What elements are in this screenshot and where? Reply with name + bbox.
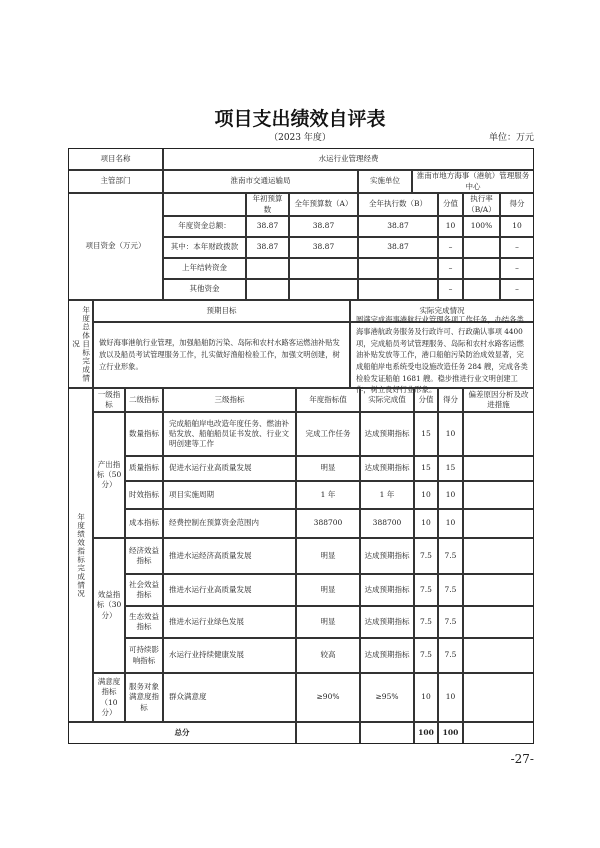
indicator-level3: 完成船舶岸电改造年度任务、燃油补贴发放、船舶船员证书发放、行业文明创建等工作 <box>163 412 296 456</box>
goals-side-label: 年度总体目标完成情况 <box>68 300 93 388</box>
funds-header-score-value: 分值 <box>438 193 463 216</box>
header-level2: 二级指标 <box>125 388 163 412</box>
indicator-level2: 社会效益指标 <box>125 574 163 606</box>
funds-cell-initial <box>246 258 289 279</box>
indicator-score-value: 7.5 <box>414 606 438 638</box>
level1-indicator: 产出指标（50分） <box>93 412 125 538</box>
expected-goal-text: 做好海事港航行业管理，加强船舶防污染、岛际和农村水路客运燃油补贴发放以及船员考试管理服务工作，扎实做好渔船检验工作，加强文明创建，树立行业形象。 <box>93 322 350 388</box>
indicator-level3: 促进水运行业高质量发展 <box>163 456 296 481</box>
indicator-score: 15 <box>438 456 463 481</box>
funds-cell-rate <box>463 279 500 300</box>
funds-label: 项目资金（万元） <box>68 193 163 300</box>
funds-header-annual: 全年预算数（A） <box>289 193 358 216</box>
indicator-level3: 推进水运行业高质量发展 <box>163 574 296 606</box>
total-target-blank <box>296 722 360 744</box>
indicator-score: 7.5 <box>438 606 463 638</box>
funds-cell-score: – <box>500 279 534 300</box>
header-score-value: 分值 <box>414 388 438 412</box>
funds-cell-name: 其中：本年财政拨款 <box>163 237 246 258</box>
year-subtitle: （2023 年度） <box>269 133 331 143</box>
indicator-note <box>463 509 534 538</box>
indicator-target: 明显 <box>296 456 360 481</box>
indicator-actual: 388700 <box>360 509 414 538</box>
indicator-level2: 生态效益指标 <box>125 606 163 638</box>
funds-cell-annual <box>289 279 358 300</box>
indicator-actual: 达成预期指标 <box>360 538 414 574</box>
indicator-level3: 推进水运经济高质量发展 <box>163 538 296 574</box>
indicator-actual: 达成预期指标 <box>360 456 414 481</box>
indicator-level3: 群众满意度 <box>163 673 296 722</box>
total-actual-blank <box>360 722 414 744</box>
total-score: 100 <box>438 722 463 744</box>
indicator-target: 明显 <box>296 606 360 638</box>
funds-cell-score-value: – <box>438 279 463 300</box>
indicator-score: 7.5 <box>438 538 463 574</box>
header-level1: 一级指标 <box>93 388 125 412</box>
indicator-score-value: 7.5 <box>414 638 438 673</box>
actual-goal-header: 实际完成情况 <box>350 300 534 322</box>
indicator-actual: ≥95% <box>360 673 414 722</box>
funds-cell-executed <box>358 279 438 300</box>
indicator-target: 完成工作任务 <box>296 412 360 456</box>
total-label: 总分 <box>68 722 296 744</box>
indicator-score-value: 10 <box>414 509 438 538</box>
project-name-value: 水运行业管理经费 <box>163 148 534 170</box>
total-score-value: 100 <box>414 722 438 744</box>
indicator-score-value: 15 <box>414 412 438 456</box>
unit-label: 单位：万元 <box>488 133 534 143</box>
indicator-note <box>463 456 534 481</box>
funds-cell-score: – <box>500 258 534 279</box>
funds-cell-annual <box>289 258 358 279</box>
header-target: 年度指标值 <box>296 388 360 412</box>
indicator-level2: 数量指标 <box>125 412 163 456</box>
indicator-score: 10 <box>438 412 463 456</box>
indicator-target: 1 年 <box>296 481 360 509</box>
funds-header-rate: 执行率（B/A） <box>463 193 500 216</box>
indicator-actual: 达成预期指标 <box>360 638 414 673</box>
total-note-blank <box>463 722 534 744</box>
funds-header-initial: 年初预算数 <box>246 193 289 216</box>
header-level3: 三级指标 <box>163 388 296 412</box>
funds-header-blank <box>163 193 246 216</box>
indicator-note <box>463 481 534 509</box>
funds-cell-annual: 38.87 <box>289 216 358 237</box>
funds-cell-initial: 38.87 <box>246 216 289 237</box>
funds-cell-executed: 38.87 <box>358 216 438 237</box>
indicator-note <box>463 574 534 606</box>
indicator-level2: 服务对象满意度指标 <box>125 673 163 722</box>
funds-cell-name: 年度资金总额： <box>163 216 246 237</box>
funds-cell-score: 10 <box>500 216 534 237</box>
indicator-level3: 推进水运行业绿色发展 <box>163 606 296 638</box>
impl-label: 实施单位 <box>358 170 412 193</box>
indicator-level2: 经济效益指标 <box>125 538 163 574</box>
project-name-label: 项目名称 <box>68 148 163 170</box>
funds-cell-annual: 38.87 <box>289 237 358 258</box>
indicator-score-value: 10 <box>414 481 438 509</box>
funds-header-score: 得分 <box>500 193 534 216</box>
level1-indicator: 满意度指标（10分） <box>93 673 125 722</box>
indicator-level2: 可持续影响指标 <box>125 638 163 673</box>
indicator-target: 388700 <box>296 509 360 538</box>
funds-cell-rate: 100% <box>463 216 500 237</box>
funds-cell-score: – <box>500 237 534 258</box>
funds-cell-executed: 38.87 <box>358 237 438 258</box>
funds-cell-score-value: 10 <box>438 216 463 237</box>
level1-indicator: 效益指标（30分） <box>93 538 125 673</box>
indicator-target: 明显 <box>296 538 360 574</box>
indicator-actual: 达成预期指标 <box>360 574 414 606</box>
indicator-level2: 质量指标 <box>125 456 163 481</box>
indicator-score: 7.5 <box>438 574 463 606</box>
indicator-note <box>463 638 534 673</box>
indicator-level3: 水运行业持续健康发展 <box>163 638 296 673</box>
indicator-actual: 达成预期指标 <box>360 606 414 638</box>
funds-cell-score-value: – <box>438 237 463 258</box>
indicator-score: 10 <box>438 481 463 509</box>
funds-cell-initial <box>246 279 289 300</box>
indicator-actual: 1 年 <box>360 481 414 509</box>
indicator-level2: 时效指标 <box>125 481 163 509</box>
indicator-score-value: 7.5 <box>414 574 438 606</box>
funds-cell-initial: 38.87 <box>246 237 289 258</box>
header-score: 得分 <box>438 388 463 412</box>
funds-cell-name: 其他资金 <box>163 279 246 300</box>
funds-cell-executed <box>358 258 438 279</box>
indicator-score: 10 <box>438 509 463 538</box>
header-note: 偏差原因分析及改进措施 <box>463 388 534 412</box>
actual-goal-text: 圆满完成海事港航行业管理各项工作任务，办结各类海事港航政务服务及行政许可、行政确认事项 4400 项，完成船员考试管理服务、岛际和农村水路客运燃油补贴发放等工作，港口船舶污染防治成效显著，完成船舶岸电系统受电设施改造任务 284 艘，完成各类检验发证船舶 1681 艘。稳步推进行业文明创建工作，树立良好行业形象。 <box>350 322 534 388</box>
indicator-note <box>463 606 534 638</box>
impl-value: 淮南市地方海事（港航）管理服务中心 <box>412 170 534 193</box>
funds-cell-score-value: – <box>438 258 463 279</box>
indicator-target: 较高 <box>296 638 360 673</box>
funds-cell-name: 上年结转资金 <box>163 258 246 279</box>
indicator-target: 明显 <box>296 574 360 606</box>
funds-cell-rate <box>463 258 500 279</box>
indicator-level3: 经费控制在预算资金范围内 <box>163 509 296 538</box>
header-actual: 实际完成值 <box>360 388 414 412</box>
indicator-score: 7.5 <box>438 638 463 673</box>
page-title: 项目支出绩效自评表 <box>214 108 386 130</box>
indicator-score-value: 15 <box>414 456 438 481</box>
indicator-level2: 成本指标 <box>125 509 163 538</box>
indicator-score: 10 <box>438 673 463 722</box>
dept-label: 主管部门 <box>68 170 163 193</box>
indicator-score-value: 7.5 <box>414 538 438 574</box>
indicator-score-value: 10 <box>414 673 438 722</box>
indicators-side-label: 年度绩效指标完成情况 <box>68 388 93 722</box>
dept-value: 淮南市交通运输局 <box>163 170 358 193</box>
indicator-level3: 项目实施周期 <box>163 481 296 509</box>
indicator-note <box>463 673 534 722</box>
indicator-target: ≥90% <box>296 673 360 722</box>
page-number: -27- <box>510 752 534 766</box>
expected-goal-header: 预期目标 <box>93 300 350 322</box>
funds-header-executed: 全年执行数（B） <box>358 193 438 216</box>
indicator-actual: 达成预期指标 <box>360 412 414 456</box>
indicator-note <box>463 412 534 456</box>
funds-cell-rate <box>463 237 500 258</box>
indicator-note <box>463 538 534 574</box>
